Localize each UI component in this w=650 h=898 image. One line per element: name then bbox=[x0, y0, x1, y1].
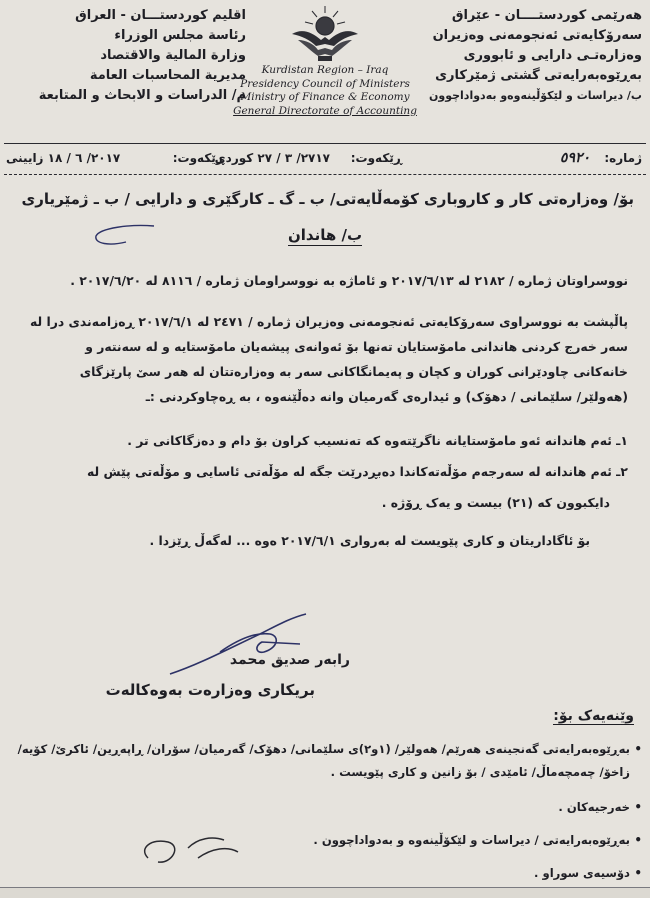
copy-item: • دۆسیەی سوراو . bbox=[2, 862, 642, 885]
body-line: سەر خەرج کردنی هاندانی مامۆستایان تەنها بۆ ئەوانەی پیشەیان مامۆستایە و لە سەنتەر و bbox=[85, 339, 628, 354]
date-label: ڕێکەوت: bbox=[350, 151, 402, 165]
letterhead-line: وەزارەتـی دارایی و ئابووری bbox=[463, 48, 642, 63]
date-gregorian: ٢٠١٧/ ٦ / ١٨ زایینی bbox=[6, 151, 121, 165]
copy-item: • بەڕێوەبەرایەتی / دیراسات و لێکۆڵینەوە و بەدواداچوون . bbox=[2, 829, 642, 852]
number-value: ٥٩٢٠ bbox=[559, 150, 590, 166]
letterhead-line: سەرۆکایەتی ئەنجومەنی وەزیران bbox=[432, 28, 642, 43]
body-line: ١ـ ئەم هاندانە ئەو مامۆستایانە ناگرێتەوە کە تەنسیب کراون بۆ دام و دەزگاکانی تر . bbox=[127, 433, 628, 448]
letterhead-center bbox=[232, 4, 418, 118]
body-line: (هەولێر/ سلێمانی / دهۆک) و ئیدارەی گەرمیان وانە دەڵێنەوە ، بە ڕەچاوکردنی :ـ bbox=[145, 389, 628, 404]
copies-title bbox=[553, 708, 634, 724]
body-line: نووسراوتان ژمارە / ٢١٨٢ لە ٢٠١٧/٦/١٣ و ئاماژە بە نووسراومان ژمارە / ٨١١٦ لە ٢٠١٧/٦/٢٠ . bbox=[70, 273, 628, 288]
english-letterhead-line: Kurdistan Region – Iraq bbox=[261, 64, 389, 76]
letterhead-line: اقليم كوردستـــان - العراق bbox=[75, 8, 246, 23]
body-line: ٢ـ ئەم هاندانە لە سەرجەم مۆڵەتەکاندا دەبڕدرێت جگە لە مۆڵەتی ئاسایی و مۆڵەتی پێش لە bbox=[87, 464, 628, 479]
english-letterhead-line: Presidency Council of Ministers bbox=[240, 77, 410, 90]
letterhead-line: رئاسة مجلس الوزراء bbox=[114, 28, 246, 43]
arabic-letterhead bbox=[6, 6, 246, 106]
header-rule bbox=[4, 143, 646, 144]
signatory-name: رابەر صدیق محمد bbox=[229, 652, 350, 668]
number-label: ژمارە: bbox=[604, 151, 642, 165]
kurdish-letterhead bbox=[412, 6, 642, 106]
signatory-title: بریکاری وەزارەت بەوەکالەت bbox=[105, 681, 315, 699]
handwritten-initials-icon bbox=[128, 818, 248, 878]
reference-line bbox=[6, 146, 642, 170]
letterhead-line: وزارة المالية والاقتصاد bbox=[100, 48, 246, 63]
copies-list bbox=[2, 738, 642, 885]
copy-item: • خەرجیەکان . bbox=[2, 796, 642, 819]
letterhead-line: بەڕێوەبەرایەتی گشتی ژمێرکاری bbox=[435, 68, 642, 83]
letterhead-line: ب/ دیراسات و لێکۆڵینەوەو بەدواداچوون bbox=[428, 89, 642, 102]
handwritten-mark-icon bbox=[90, 222, 160, 250]
english-letterhead-line: General Directorate of Accounting bbox=[233, 104, 417, 117]
reference-rule bbox=[4, 174, 646, 175]
letterhead-line: مديرية المحاسبات العامة bbox=[89, 68, 246, 83]
addressee: بۆ/ وەزارەتی کار و کاروباری کۆمەڵایەتی/ ب ـ گ ـ کارگێری و دارایی / ب ـ ژمێریاری bbox=[21, 190, 634, 208]
letterhead-line: هەرێمی کوردستــــان - عێراق bbox=[451, 8, 642, 23]
date-kurdi: ٢٧١٧/ ٣ / ٢٧ کوردی bbox=[214, 151, 330, 165]
body-line: دایکبوون کە (٢١) بیست و یەک ڕۆژە . bbox=[381, 495, 610, 510]
kurdistan-sun-eagle-emblem-icon bbox=[288, 4, 362, 64]
copies-title-text: وێنەیەک بۆ: bbox=[553, 708, 634, 724]
copy-item-continued: زاخۆ/ چەمچەماڵ/ ئامێدی / بۆ زانین و کاری پێویست . bbox=[330, 765, 630, 779]
body-line: بۆ ئاگاداریتان و کاری پێویست لە بەرواری ٢٠١٧/٦/١ ەوە ... لەگەڵ ڕێزدا . bbox=[149, 533, 590, 548]
copy-item: • بەڕێوەبەرایەتی گەنجینەی هەرێم/ هەولێر/ (١و٢)ی سلێمانی/ دهۆک/ گەرمیان/ سۆران/ ڕاپەڕین/ ئاکرێ/ کۆیە/ bbox=[2, 738, 642, 761]
date-label-2: ڕێکەوت: bbox=[172, 151, 224, 165]
letterhead-line: م/ الدراسات و الابحاث و المتابعة bbox=[38, 88, 246, 103]
body-line: پاڵپشت بە نووسراوی سەرۆکایەتی ئەنجومەنی وەزیران ژمارە / ٢٤٧١ لە ٢٠١٧/٦/١ ڕەزامەندی درا لە bbox=[30, 314, 628, 329]
subject-text: ب/ هاندان bbox=[287, 226, 363, 244]
footer-strip bbox=[0, 887, 650, 898]
english-letterhead-line: Ministry of Finance & Economy bbox=[240, 91, 410, 103]
body-line: خانەکانی چاودێرانی کوران و کچان و پەیمانگاکانی سەر بە وەزارەتتان لە هەر سێ پارێزگای bbox=[79, 364, 628, 379]
